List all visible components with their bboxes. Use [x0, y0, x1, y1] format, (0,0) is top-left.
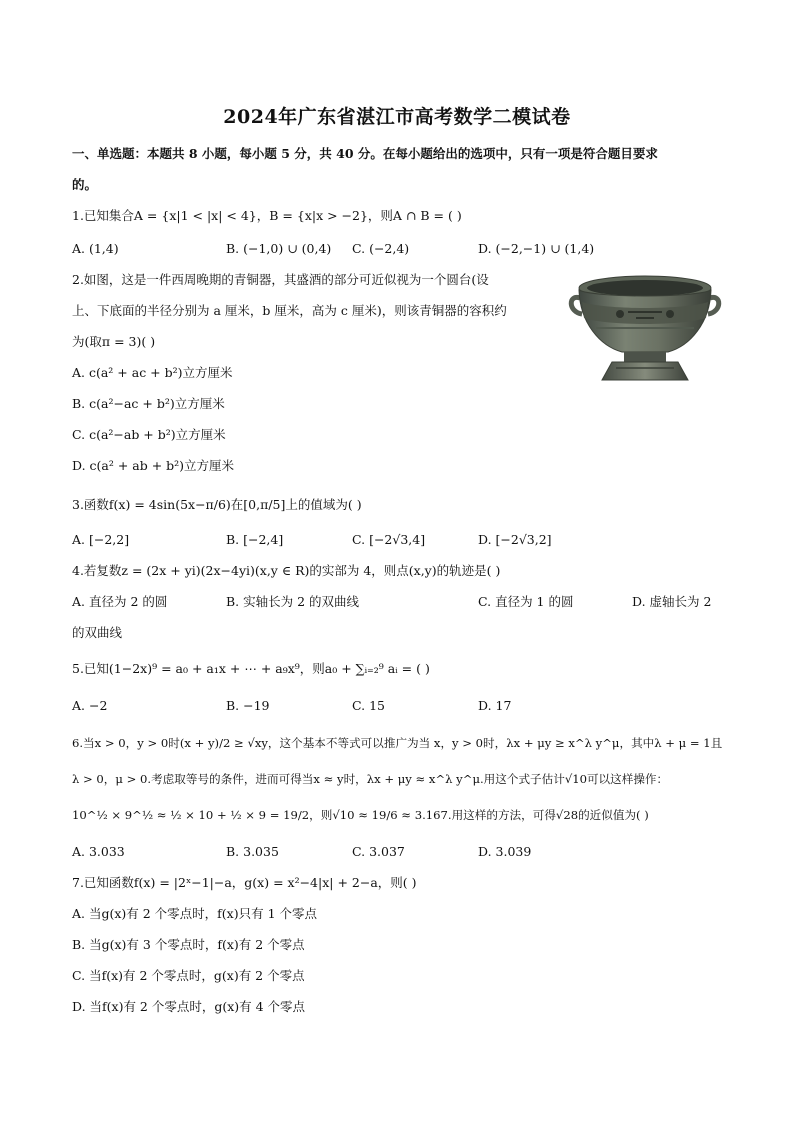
bronze-vessel-image — [566, 268, 724, 386]
q7-option-b: B. 当g(x)有 3 个零点时，f(x)有 2 个零点 — [72, 937, 305, 952]
q4-option-c: C. 直径为 1 的圆 — [478, 594, 574, 609]
q3-option-d: D. [−2√3,2] — [478, 532, 552, 547]
q6-line2: λ > 0，μ > 0.考虑取等号的条件，进而可得当x ≈ y时，λx + μy ≈ x^λ y^μ.用这个式子估计√10可以这样操作： — [72, 772, 669, 786]
q2-line1: 2.如图，这是一件西周晚期的青铜器，其盛酒的部分可近似视为一个圆台(设 — [72, 272, 489, 287]
q2-option-d: D. c(a² + ab + b²)立方厘米 — [72, 458, 235, 473]
q4-option-b: B. 实轴长为 2 的双曲线 — [226, 594, 360, 609]
q3-option-b: B. [−2,4] — [226, 532, 284, 547]
q1-stem: 1.已知集合A = {x|1 < |x| < 4}，B = {x|x > −2}，则A ∩ B = ( ) — [72, 208, 462, 223]
q2-option-c: C. c(a²−ab + b²)立方厘米 — [72, 427, 226, 442]
q4-option-a: A. 直径为 2 的圆 — [72, 594, 168, 609]
q6-option-a: A. 3.033 — [72, 844, 125, 859]
section-heading-line2: 的。 — [72, 177, 98, 192]
q4-option-d: D. 虚轴长为 2 — [632, 594, 712, 609]
q1-option-d: D. (−2,−1) ∪ (1,4) — [478, 241, 595, 256]
q2-option-a: A. c(a² + ac + b²)立方厘米 — [72, 365, 233, 380]
q6-option-b: B. 3.035 — [226, 844, 279, 859]
q7-option-d: D. 当f(x)有 2 个零点时，g(x)有 4 个零点 — [72, 999, 306, 1014]
q5-option-a: A. −2 — [72, 698, 108, 713]
q6-option-c: C. 3.037 — [352, 844, 405, 859]
q2-line3: 为(取π = 3)( ) — [72, 334, 156, 349]
q1-option-b: B. (−1,0) ∪ (0,4) — [226, 241, 332, 256]
section-heading-line1: 一、单选题：本题共 8 小题，每小题 5 分，共 40 分。在每小题给出的选项中，只有一项是符合题目要求 — [72, 146, 658, 161]
q6-option-d: D. 3.039 — [478, 844, 532, 859]
q6-line3: 10^½ × 9^½ ≈ ½ × 10 + ½ × 9 = 19/2，则√10 ≈ 19/6 ≈ 3.167.用这样的方法，可得√28的近似值为( ) — [72, 808, 649, 822]
q5-option-b: B. −19 — [226, 698, 270, 713]
q3-stem: 3.函数f(x) = 4sin(5x−π/6)在[0,π/5]上的值域为( ) — [72, 497, 362, 512]
q4-stem: 4.若复数z = (2x + yi)(2x−4yi)(x,y ∈ R)的实部为 4，则点(x,y)的轨迹是( ) — [72, 563, 501, 578]
q7-option-a: A. 当g(x)有 2 个零点时，f(x)只有 1 个零点 — [72, 906, 318, 921]
q5-option-c: C. 15 — [352, 698, 385, 713]
q7-option-c: C. 当f(x)有 2 个零点时，g(x)有 2 个零点 — [72, 968, 305, 983]
q6-line1: 6.当x > 0，y > 0时(x + y)/2 ≥ √xy，这个基本不等式可以推广为当 x，y > 0时，λx + μy ≥ x^λ y^μ，其中λ + μ = 1且 — [72, 736, 723, 750]
q2-line2: 上、下底面的半径分别为 a 厘米，b 厘米，高为 c 厘米)，则该青铜器的容积约 — [72, 303, 507, 318]
q5-stem: 5.已知(1−2x)⁹ = a₀ + a₁x + ⋯ + a₉x⁹，则a₀ + ∑ᵢ₌₂⁹ aᵢ = ( ) — [72, 661, 430, 676]
q4-option-d-continuation: 的双曲线 — [72, 625, 123, 640]
page-title: 2024年广东省湛江市高考数学二模试卷 — [223, 106, 571, 128]
q1-option-a: A. (1,4) — [72, 241, 119, 256]
q2-option-b: B. c(a²−ac + b²)立方厘米 — [72, 396, 225, 411]
q1-option-c: C. (−2,4) — [352, 241, 410, 256]
q7-stem: 7.已知函数f(x) = |2ˣ−1|−a，g(x) = x²−4|x| + 2−a，则( ) — [72, 875, 417, 890]
q5-option-d: D. 17 — [478, 698, 512, 713]
q3-option-a: A. [−2,2] — [72, 532, 130, 547]
q3-option-c: C. [−2√3,4] — [352, 532, 426, 547]
